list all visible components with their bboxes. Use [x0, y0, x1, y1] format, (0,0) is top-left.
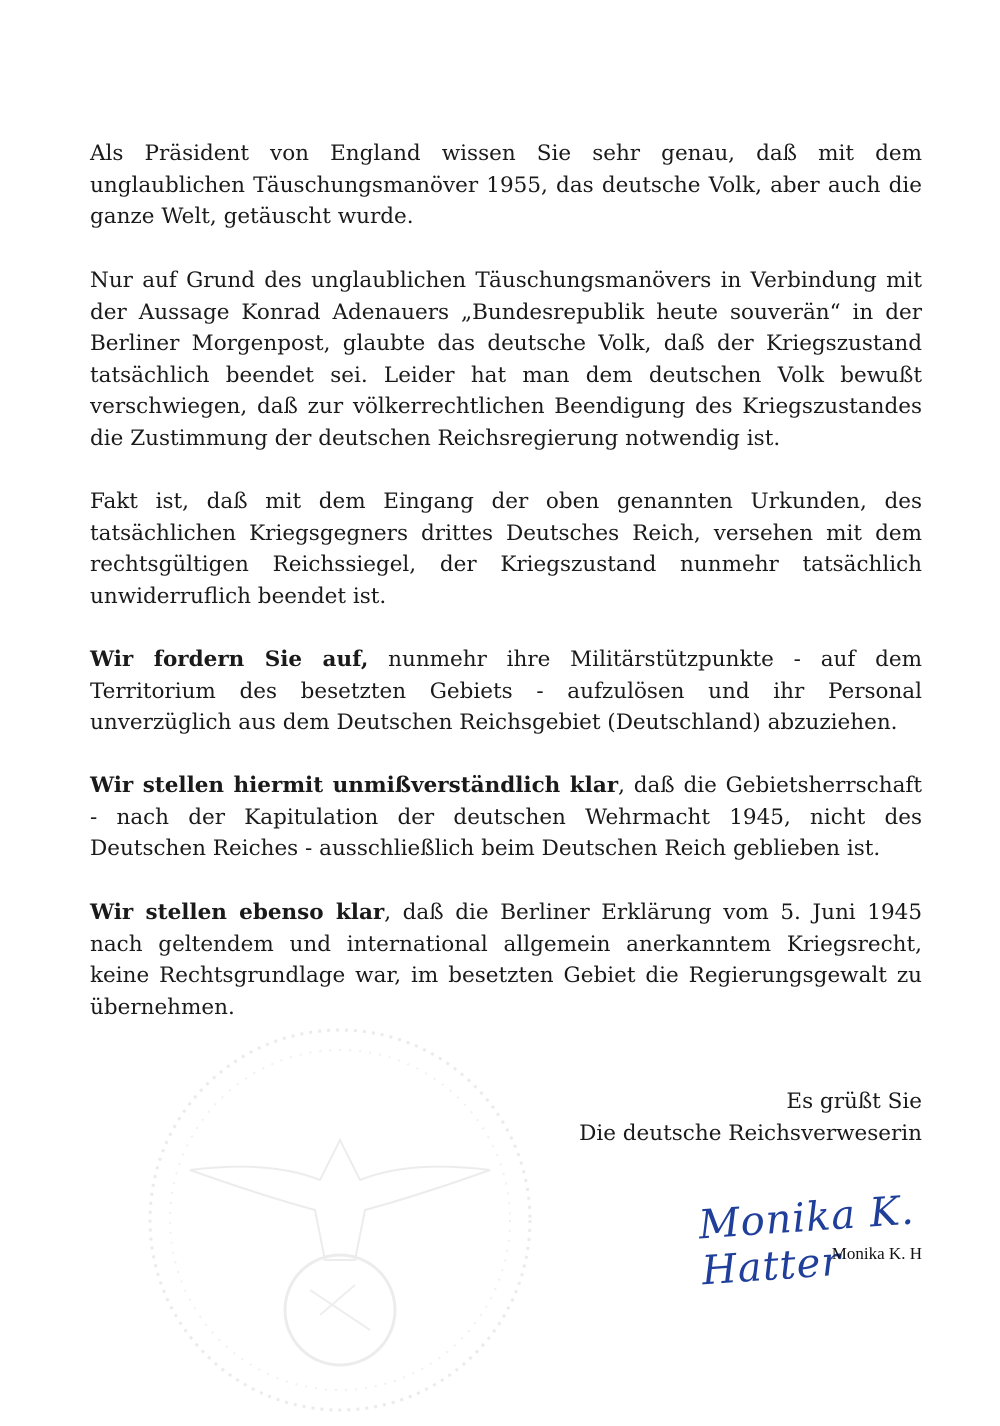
- handwritten-signature: Monika K. Hatter: [697, 1187, 916, 1295]
- paragraph-2: Nur auf Grund des unglaublichen Täuschungsmanövers in Verbindung mit der Aussage Konrad Adenauers „Bundesrepublik heute souverän“ in der Berliner Morgenpost, glaubte das deutsche Volk, daß der Kriegszustand tatsächlich beendet sei. Leider hat man dem deutschen Volk bewußt verschwiegen, daß zur völkerrechtlichen Beendigung des Kriegszustandes die Zustimmung der deutschen Reichsregierung notwendig ist.: [90, 268, 922, 451]
- closing-greeting: Es grüßt Sie: [786, 1089, 922, 1114]
- paragraph-3: Fakt ist, daß mit dem Eingang der oben genannten Urkunden, des tatsächlichen Kriegsgegners drittes Deutsches Reich, versehen mit dem rechtsgültigen Reichssiegel, der Kriegszustand nunmehr tatsächlich unwiderruflich beendet ist.: [90, 489, 922, 609]
- paragraph-clarification: Wir stellen hiermit unmißverständlich klar, daß die Gebietsherrschaft - nach der Kapitulation der deutschen Wehrmacht 1945, nicht des Deutschen Reiches - ausschließlich beim Deutschen Reich geblieben ist.: [90, 773, 922, 861]
- bold-lead: Wir stellen hiermit unmißverständlich klar: [90, 773, 619, 798]
- bold-lead: Wir stellen ebenso klar: [90, 900, 385, 925]
- paragraph-demand: Wir fordern Sie auf, nunmehr ihre Militärstützpunkte - auf dem Territorium des besetzten Gebiets - aufzulösen und ihr Personal unverzüglich aus dem Deutschen Reichsgebiet (Deutschland) abzuziehen.: [90, 647, 922, 735]
- printed-name: Monika K. H: [831, 1244, 922, 1263]
- closing-sender: Die deutsche Reichsverweserin: [579, 1121, 922, 1146]
- paragraph-declaration: Wir stellen ebenso klar, daß die Berliner Erklärung vom 5. Juni 1945 nach geltendem und international allgemein anerkanntem Kriegsrecht, keine Rechtsgrundlage war, im besetzten Gebiet die Regierungsgewalt zu übernehmen.: [90, 900, 922, 1020]
- bold-lead: Wir fordern Sie auf,: [90, 647, 369, 672]
- paragraph-1: Als Präsident von England wissen Sie sehr genau, daß mit dem unglaublichen Täuschungsmanöver 1955, das deutsche Volk, aber auch die ganze Welt, getäuscht wurde.: [90, 141, 922, 229]
- embossed-seal-icon: [140, 1020, 540, 1420]
